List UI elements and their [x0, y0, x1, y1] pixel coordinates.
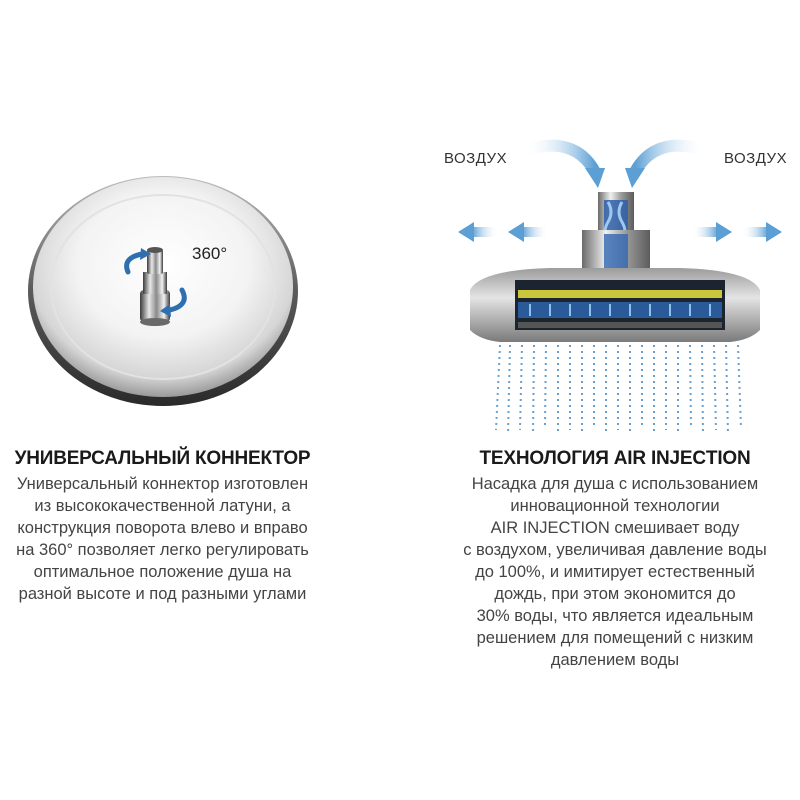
shower-head-connector-illustration: [20, 150, 320, 430]
description-line: конструкция поворота влево и вправо: [17, 519, 308, 537]
description-line: Универсальный коннектор изготовлен: [16, 475, 309, 493]
description-line: из высококачественной латуни, а: [34, 497, 291, 515]
water-spray: [496, 345, 741, 435]
description-line: на 360° позволяет легко регулировать: [16, 541, 309, 559]
description-line: с воздухом, увеличивая давление воды: [463, 541, 767, 559]
description-line: давлением воды: [550, 651, 680, 669]
air-label-left: ВОЗДУХ: [444, 150, 508, 167]
shower-head-cross-section: [470, 268, 760, 342]
air-inflow-arrow-left-icon: [525, 146, 605, 188]
description-line: решением для помещений с низким: [476, 629, 754, 647]
air-injection-heading: ТЕХНОЛОГИЯ AIR INJECTION: [479, 448, 751, 469]
description-line: Насадка для душа с использованием: [471, 475, 759, 493]
description-line: разной высоте и под разными углами: [18, 585, 307, 603]
description-line: AIR INJECTION смешивает воду: [490, 519, 740, 537]
connector-heading: УНИВЕРСАЛЬНЫЙ КОННЕКТОР: [14, 448, 311, 469]
description-line: 30% воды, что является идеальным: [476, 607, 754, 625]
air-injection-illustration: [430, 130, 800, 440]
connector-description: [0, 473, 325, 605]
description-line: оптимальное положение душа на: [33, 563, 292, 581]
air-label-right: ВОЗДУХ: [724, 150, 788, 167]
rotation-label: 360°: [192, 244, 228, 263]
description-line: инновационной технологии: [510, 497, 720, 515]
air-outflow-arrows-left-icon: [458, 222, 548, 242]
description-line: до 100%, и имитирует естественный: [475, 563, 755, 581]
shower-connector: [582, 192, 650, 270]
description-line: дождь, при этом экономится до: [494, 585, 736, 603]
air-outflow-arrows-right-icon: [692, 222, 782, 242]
air-injection-description: [440, 473, 790, 671]
air-inflow-arrow-right-icon: [625, 146, 705, 188]
